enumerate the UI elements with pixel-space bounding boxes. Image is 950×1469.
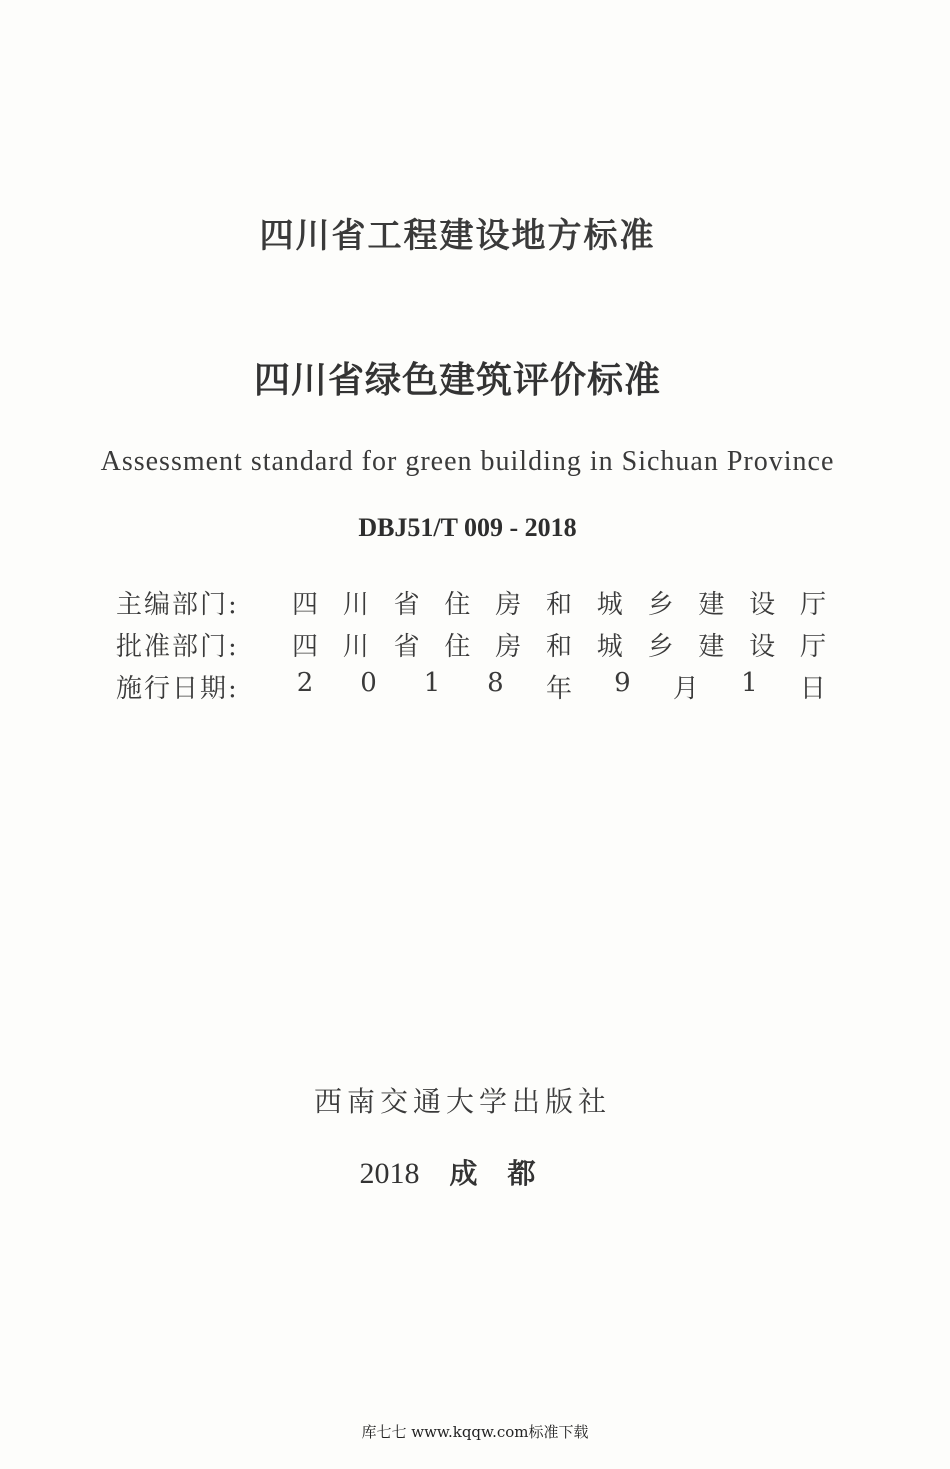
footer-watermark: 库七七 www.kqqw.com标准下载 <box>361 1423 589 1441</box>
english-title: Assessment standard for green building in Sichuan Province <box>100 446 835 477</box>
info-char: 月 <box>672 673 699 704</box>
info-char: 川 <box>342 589 369 620</box>
approver-label: 批准部门: <box>116 631 239 662</box>
editor-label: 主编部门: <box>116 589 239 620</box>
info-char: 和 <box>545 631 572 662</box>
effective-date-label: 施行日期: <box>116 673 239 704</box>
info-char: 8 <box>487 667 504 698</box>
info-char: 设 <box>749 631 776 662</box>
info-char: 四 <box>292 589 319 620</box>
publication-year: 2018 <box>359 1157 420 1190</box>
info-char: 省 <box>393 631 420 662</box>
info-char: 1 <box>741 667 758 698</box>
document-title: 四川省绿色建筑评价标准 <box>253 360 661 401</box>
effective-date-row <box>116 666 826 706</box>
info-char: 0 <box>360 667 377 698</box>
info-char: 年 <box>545 673 572 704</box>
publication-place-year <box>0 1152 925 1192</box>
info-char: 和 <box>545 589 572 620</box>
info-char: 乡 <box>647 631 674 662</box>
publication-city: 成都 <box>449 1157 566 1190</box>
info-char: 城 <box>596 631 623 662</box>
info-char: 省 <box>393 589 420 620</box>
info-char: 9 <box>614 667 631 698</box>
info-char: 乡 <box>647 589 674 620</box>
info-char: 建 <box>698 589 725 620</box>
info-char: 1 <box>423 667 441 698</box>
info-char: 日 <box>799 673 826 704</box>
info-char: 厅 <box>799 631 826 662</box>
info-char: 川 <box>342 631 369 662</box>
editor-value <box>292 584 826 621</box>
info-char: 房 <box>495 589 522 620</box>
info-char: 四 <box>292 631 319 662</box>
editor-row <box>116 582 826 622</box>
approver-row <box>116 624 826 664</box>
approver-value <box>292 626 826 663</box>
publisher: 西南交通大学出版社 <box>313 1085 611 1118</box>
info-char: 建 <box>698 631 725 662</box>
info-char: 2 <box>296 667 314 698</box>
series-title: 四川省工程建设地方标准 <box>259 216 656 256</box>
info-char: 房 <box>495 631 522 662</box>
info-char: 厅 <box>799 589 826 620</box>
info-char: 城 <box>596 589 623 620</box>
standard-code: DBJ51/T 009 - 2018 <box>358 513 577 542</box>
info-char: 设 <box>749 589 776 620</box>
effective-date-value <box>292 668 826 705</box>
info-char: 住 <box>444 589 471 620</box>
info-char: 住 <box>444 631 471 662</box>
